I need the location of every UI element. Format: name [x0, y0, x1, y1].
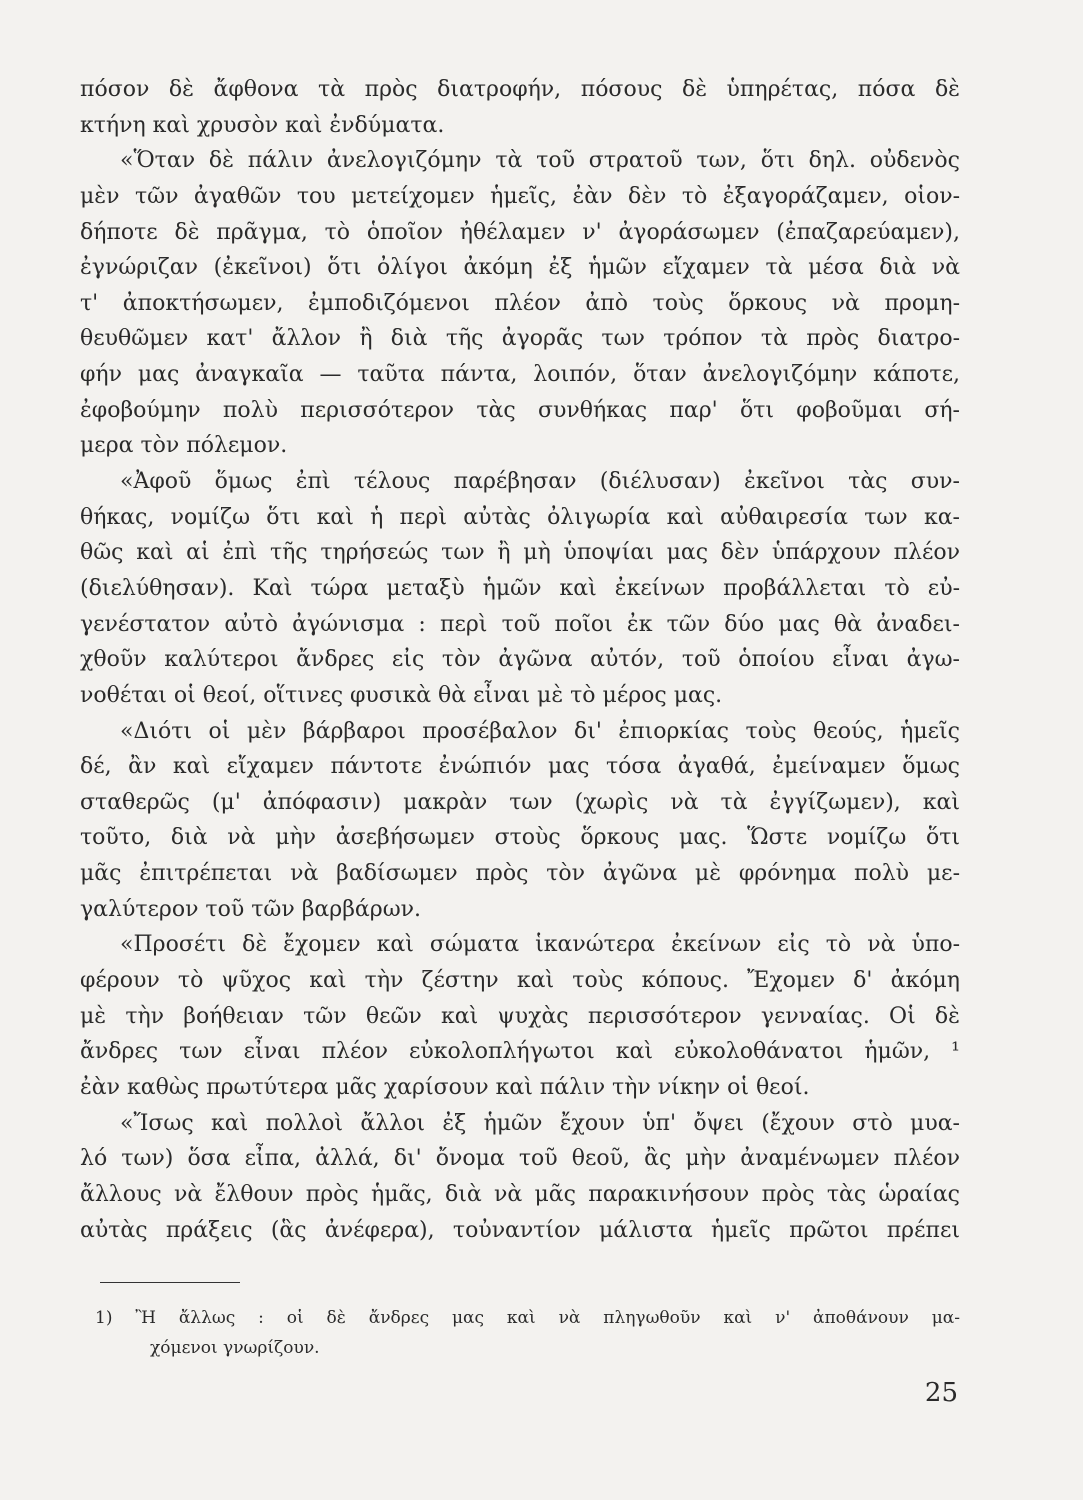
text-line: θήκας, νομίζω ὅτι καὶ ἡ περὶ αὐτὰς ὀλιγωρία καὶ αὐθαιρεσία των κα-: [80, 504, 960, 530]
text-line: ἄνδρες των εἶναι πλέον εὐκολοπλήγωτοι καὶ εὐκολοθάνατοι ἡμῶν, ¹: [80, 1039, 960, 1065]
text-line: φέρουν τὸ ψῦχος καὶ τὴν ζέστην καὶ τοὺς κόπους. Ἔχομεν δ' ἀκόμη: [80, 968, 960, 994]
text-line: (διελύθησαν). Καὶ τώρα μεταξὺ ἡμῶν καὶ ἐκείνων προβάλλεται τὸ εὐ-: [80, 575, 960, 601]
body-text: [80, 72, 960, 1248]
text-line: μὲν τῶν ἀγαθῶν του μετείχομεν ἡμεῖς, ἐὰν δὲν τὸ ἐξαγοράζαμεν, οἱον-: [80, 183, 960, 209]
footnotes: [95, 1303, 960, 1363]
paragraph-start-line: «Ἀφοῦ ὅμως ἐπὶ τέλους παρέβησαν (διέλυσαν) ἐκεῖνοι τὰς συν-: [120, 469, 960, 495]
text-line: χθοῦν καλύτεροι ἄνδρες εἰς τὸν ἀγῶνα αὐτόν, τοῦ ὁποίου εἶναι ἀγω-: [80, 647, 960, 673]
text-line: δέ, ἂν καὶ εἴχαμεν πάντοτε ἐνώπιόν μας τόσα ἀγαθά, ἐμείναμεν ὅμως: [80, 754, 960, 780]
footnote-separator: [100, 1282, 240, 1283]
page-number: 25: [924, 1378, 958, 1408]
footnote-line: χόμενοι γνωρίζουν.: [150, 1338, 320, 1358]
text-line: αὐτὰς πράξεις (ἃς ἀνέφερα), τοὐναντίον μάλιστα ἡμεῖς πρῶτοι πρέπει: [80, 1217, 960, 1243]
text-line: κτήνη καὶ χρυσὸν καὶ ἐνδύματα.: [80, 112, 445, 138]
text-line: γενέστατον αὐτὸ ἀγώνισμα : περὶ τοῦ ποῖοι ἐκ τῶν δύο μας θὰ ἀναδει-: [80, 611, 960, 637]
text-line: ἐφοβούμην πολὺ περισσότερον τὰς συνθήκας παρ' ὅτι φοβοῦμαι σή-: [80, 397, 960, 423]
text-line: φήν μας ἀναγκαῖα — ταῦτα πάντα, λοιπόν, ὅταν ἀνελογιζόμην κάποτε,: [80, 362, 960, 388]
footnote-line: 1) Ἢ ἄλλως : οἱ δὲ ἄνδρες μας καὶ νὰ πληγωθοῦν καὶ ν' ἀποθάνουν μα-: [95, 1308, 960, 1328]
text-line: πόσον δὲ ἄφθονα τὰ πρὸς διατροφήν, πόσους δὲ ὑπηρέτας, πόσα δὲ: [80, 77, 960, 102]
paragraph-start-line: «Διότι οἱ μὲν βάρβαροι προσέβαλον δι' ἐπιορκίας τοὺς θεούς, ἡμεῖς: [120, 718, 960, 744]
paragraph-start-line: «Ἴσως καὶ πολλοὶ ἄλλοι ἐξ ἡμῶν ἔχουν ὑπ' ὄψει (ἔχουν στὸ μυα-: [120, 1110, 960, 1136]
text-line: μᾶς ἐπιτρέπεται νὰ βαδίσωμεν πρὸς τὸν ἀγῶνα μὲ φρόνημα πολὺ με-: [80, 861, 960, 887]
text-line: μερα τὸν πόλεμον.: [80, 433, 288, 459]
paragraph-start-line: «Προσέτι δὲ ἔχομεν καὶ σώματα ἱκανώτερα ἐκείνων εἰς τὸ νὰ ὑπο-: [120, 932, 960, 958]
text-line: σταθερῶς (μ' ἀπόφασιν) μακρὰν των (χωρὶς νὰ τὰ ἐγγίζωμεν), καὶ: [80, 789, 960, 815]
text-line: μὲ τὴν βοήθειαν τῶν θεῶν καὶ ψυχὰς περισσότερον γενναίας. Οἱ δὲ: [80, 1003, 960, 1029]
text-line: τοῦτο, διὰ νὰ μὴν ἀσεβήσωμεν στοὺς ὅρκους μας. Ὥστε νομίζω ὅτι: [80, 825, 960, 851]
paragraph-start-line: «Ὅταν δὲ πάλιν ἀνελογιζόμην τὰ τοῦ στρατοῦ των, ὅτι δηλ. οὐδενὸς: [120, 148, 960, 174]
text-line: λό των) ὅσα εἶπα, ἀλλά, δι' ὄνομα τοῦ θεοῦ, ἂς μὴν ἀναμένωμεν πλέον: [80, 1146, 960, 1172]
text-line: νοθέται οἱ θεοί, οἵτινες φυσικὰ θὰ εἶναι μὲ τὸ μέρος μας.: [80, 682, 723, 708]
text-line: τ' ἀποκτήσωμεν, ἐμποδιζόμενοι πλέον ἀπὸ τοὺς ὅρκους νὰ προμη-: [80, 290, 960, 316]
text-line: ἄλλους νὰ ἔλθουν πρὸς ἡμᾶς, διὰ νὰ μᾶς παρακινήσουν πρὸς τὰς ὡραίας: [80, 1181, 960, 1207]
text-line: δήποτε δὲ πρᾶγμα, τὸ ὁποῖον ἠθέλαμεν ν' ἀγοράσωμεν (ἐπαζαρεύαμεν),: [80, 219, 960, 245]
text-line: ἐὰν καθὼς πρωτύτερα μᾶς χαρίσουν καὶ πάλιν τὴν νίκην οἱ θεοί.: [80, 1074, 810, 1100]
text-line: ἐγνώριζαν (ἐκεῖνοι) ὅτι ὀλίγοι ἀκόμη ἐξ ἡμῶν εἴχαμεν τὰ μέσα διὰ νὰ: [80, 255, 960, 281]
text-line: θευθῶμεν κατ' ἄλλον ἢ διὰ τῆς ἀγορᾶς των τρόπον τὰ πρὸς διατρο-: [80, 326, 960, 352]
text-line: θῶς καὶ αἱ ἐπὶ τῆς τηρήσεώς των ἢ μὴ ὑποψίαι μας δὲν ὑπάρχουν πλέον: [80, 540, 960, 566]
text-line: γαλύτερον τοῦ τῶν βαρβάρων.: [80, 896, 422, 922]
